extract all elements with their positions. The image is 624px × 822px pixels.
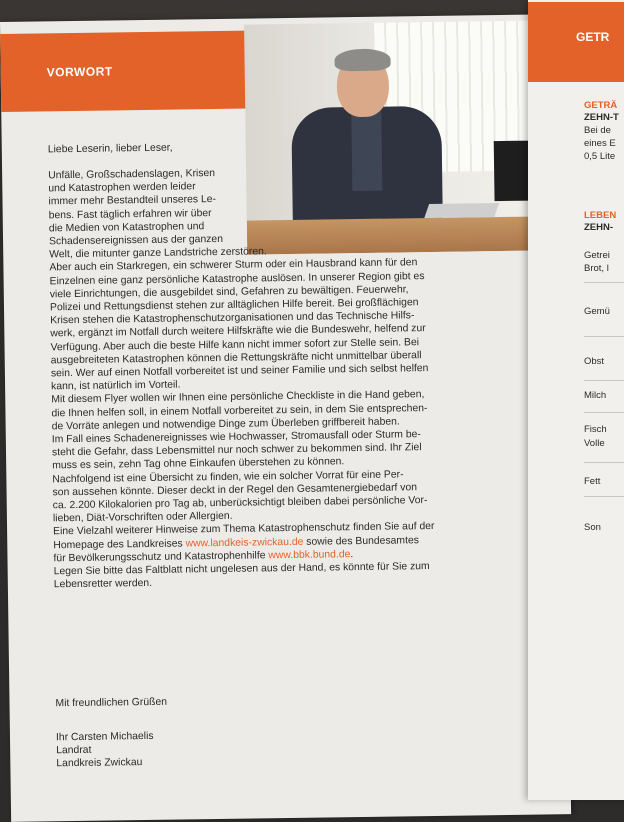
text-line: Welt, die mitunter ganze Landstriche zerstören.: [49, 246, 267, 261]
text-line: Einzelnen eine ganz persönliche Katastrophe auslösen. In unserer Region gibt es: [49, 270, 425, 287]
text-line: Lebensretter werden.: [53, 578, 153, 591]
text-line: Schadensereignissen aus der ganzen: [48, 233, 224, 248]
text-line: bens. Fast täglich erfahren wir über: [48, 207, 212, 221]
table-row: Gemü: [584, 306, 610, 317]
text-line: Verfügung. Aber auch die beste Hilfe kann nicht immer sofort zur Stelle sein. Bei: [50, 336, 420, 353]
table-divider: [584, 380, 624, 381]
hint-text: Homepage des Landkreises: [53, 538, 186, 551]
section-line: Bei de: [584, 125, 611, 136]
text-line: werk, ergänzt im Notfall durch weitere Hilfskräfte wie die Bundeswehr, helfend zur: [50, 323, 426, 340]
signature-title: Landrat: [56, 744, 92, 757]
text-line: Legen Sie bitte das Faltblatt nicht ungelesen aus der Hand, es könnte für Sie zum: [53, 561, 430, 578]
text-line: die Ihnen helfen soll, in einem Notfall vorbereitet zu sein, in dem Sie entsprechen-: [51, 402, 428, 419]
photo-laptop: [424, 203, 499, 218]
text-line: Unfälle, Großschadenslagen, Krisen: [48, 168, 216, 182]
signature-block: [56, 730, 154, 771]
page-title: VORWORT: [46, 64, 113, 80]
section-line: Brot, l: [584, 263, 609, 274]
greeting: Liebe Leserin, lieber Leser,: [47, 142, 173, 156]
table-row: Son: [584, 522, 601, 533]
text-line: Aber auch ein Starkregen, ein schwerer Sturm oder ein Hausbrand kann für den: [49, 257, 418, 274]
section-line: eines E: [584, 138, 616, 149]
flyer-page: [0, 14, 571, 822]
section-title: GETRÄ: [584, 100, 618, 111]
body-paragraph: [48, 164, 435, 592]
text-line: Polizei und Rettungsdienst stehen zur alltäglichen Hilfe bereit. Bei großflächigen: [49, 297, 419, 314]
photo-monitor: [494, 141, 533, 202]
text-line: Krisen stehen die Katastrophenschutzorganisationen und das Technische Hilfs-: [50, 310, 415, 327]
table-divider: [584, 412, 624, 413]
section-line: 0,5 Lite: [584, 151, 616, 162]
landkreis-link[interactable]: www.landkeis-zwickau.de: [185, 536, 304, 550]
text-line: de Vorräte anlegen und notwendige Dinge zum Überleben griffbereit haben.: [51, 416, 400, 433]
text-line: ausgebreiteten Katastrophen können die Rettungskräfte nicht unmittelbar überall: [50, 349, 422, 367]
text-line: lieben, Diät-Vorschriften oder Allergien.: [52, 511, 233, 525]
text-line: ca. 2.200 Kilokalorien pro Tag ab, unberücksichtigt bleiben dabei persönliche Vor-: [52, 495, 428, 512]
table-divider: [584, 336, 624, 337]
table-row: Obst: [584, 356, 605, 367]
text-line: viele Einrichtungen, die ausgebildet sind, Gefahren zu bewältigen. Feuerwehr,: [49, 284, 409, 301]
table-row: Fisch: [584, 424, 607, 435]
hint-text: sowie des Bundesamtes: [303, 534, 419, 548]
panel-title: GETR: [576, 30, 610, 44]
table-divider: [584, 462, 624, 463]
table-row: Milch: [584, 390, 607, 401]
hint-text: .: [350, 549, 354, 561]
signature-org: Landkreis Zwickau: [56, 757, 143, 770]
text-line: sein. Wer auf einen Notfall vorbereitet ist und seiner Familie und sich selbst helfen: [50, 363, 429, 380]
header-band: [0, 31, 247, 112]
photo-hair: [334, 49, 390, 72]
hint-text: Eine Vielzahl weiterer Hinweise zum Thema Katastrophenschutz finden Sie auf der: [53, 521, 435, 538]
text-line: kann, ist natürlich im Vorteil.: [51, 379, 181, 393]
text-line: und Katastrophen werden leider: [48, 181, 196, 195]
table-divider: [584, 282, 624, 283]
section-subtitle: ZEHN-: [584, 222, 614, 233]
text-line: Nachfolgend ist eine Übersicht zu finden, wie ein solcher Vorrat für eine Per-: [52, 469, 404, 485]
text-line: die Medien von Katastrophen und: [48, 220, 205, 235]
text-line: immer mehr Bestandteil unseres Le-: [48, 194, 217, 208]
hint-text: für Bevölkerungsschutz und Katastrophenhilfe: [53, 550, 269, 565]
section-title: LEBEN: [584, 210, 617, 221]
text-line: son aussehen könnte. Dieser deckt in der Regel den Gesamtenergiebedarf von: [52, 482, 418, 499]
text-line: steht die Gefahr, dass Lebensmittel nur noch schwer zu bekommen sind. Ihr Ziel: [51, 442, 422, 459]
text-line: Im Fall eines Schadenereignisses wie Hochwasser, Stromausfall oder Sturm be-: [51, 429, 421, 446]
signature-name: Ihr Carsten Michaelis: [55, 730, 154, 744]
regards: Mit freundlichen Grüßen: [55, 696, 168, 710]
section-line: Getrei: [584, 250, 610, 261]
bbk-link[interactable]: www.bbk.bund.de: [268, 549, 351, 562]
table-divider: [584, 496, 624, 497]
table-row: Fett: [584, 476, 601, 487]
section-subtitle: ZEHN-T: [584, 112, 619, 123]
text-line: Mit diesem Flyer wollen wir Ihnen eine persönliche Checkliste in die Hand geben,: [51, 389, 425, 406]
text-line: muss es sein, zehn Tag ohne Einkaufen überstehen zu können.: [52, 456, 345, 472]
table-row: Volle: [584, 438, 605, 449]
right-panel: [528, 0, 624, 800]
